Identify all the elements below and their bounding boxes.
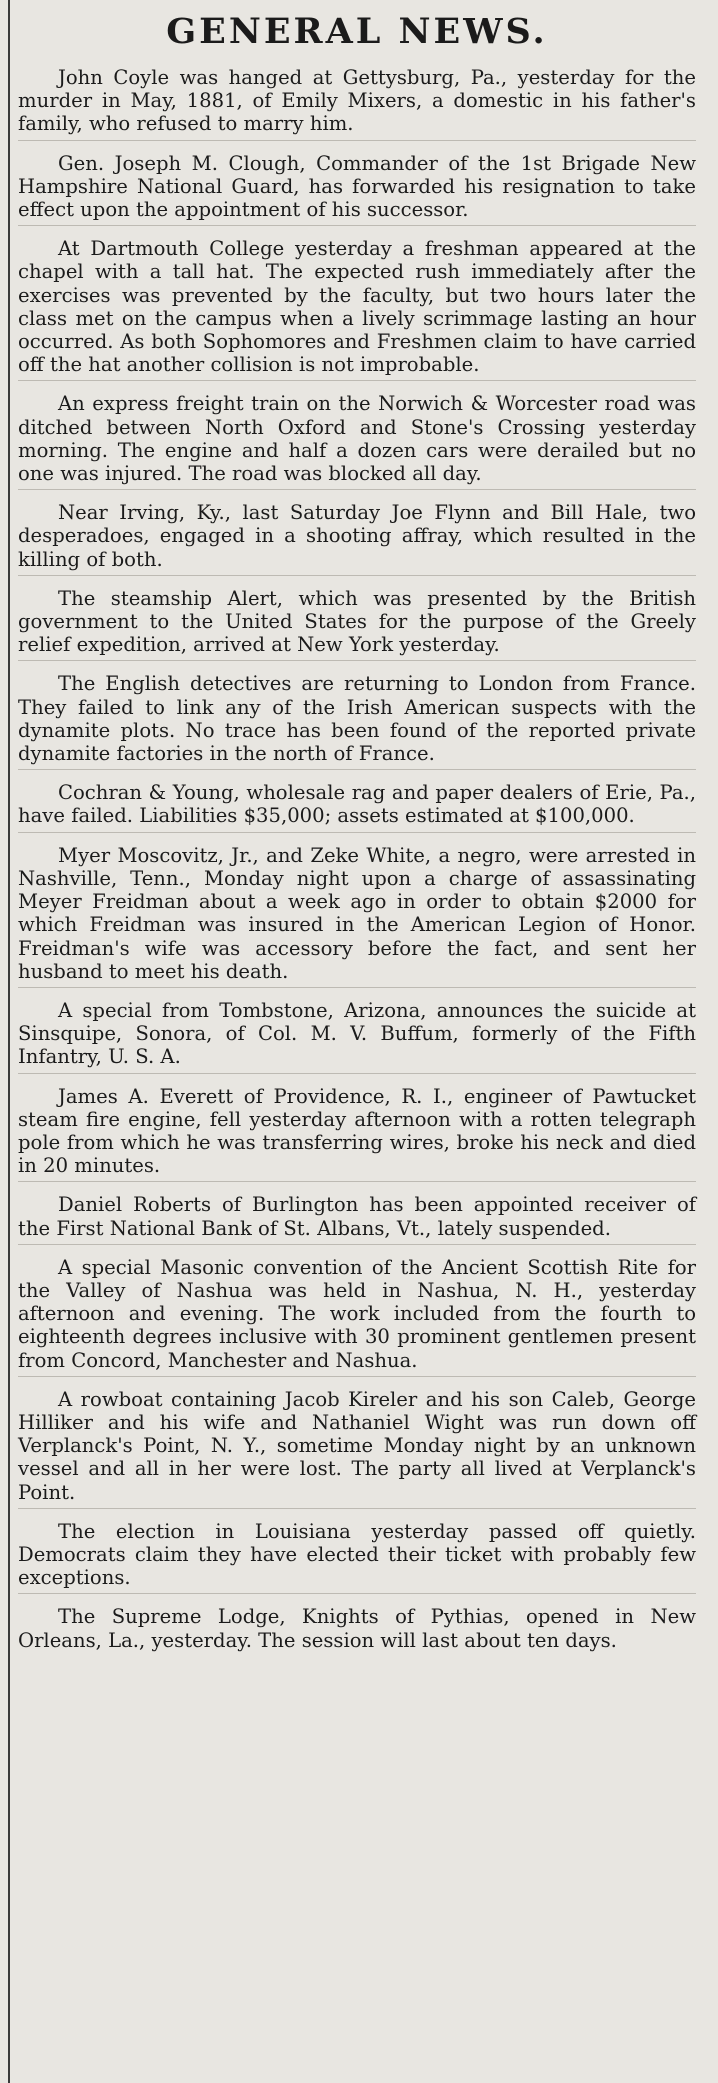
news-item: James A. Everett of Providence, R. I., engineer of Pawtucket steam fire engine, fell yesterday afternoon with a rotten telegraph pole from which he was transferring wires, broke his neck and died in 20 minutes. bbox=[18, 1085, 696, 1183]
news-item: A rowboat containing Jacob Kireler and his son Caleb, George Hilliker and his wife and Nathaniel Wight was run down off Verplanck's Point, N. Y., sometime Monday night by an unknown vessel and all in her were lost. The party all lived at Verplanck's Point. bbox=[18, 1388, 696, 1509]
news-item: Daniel Roberts of Burlington has been appointed receiver of the First National Bank of St. Albans, Vt., lately suspended. bbox=[18, 1193, 696, 1244]
news-item: The election in Louisiana yesterday passed off quietly. Democrats claim they have elected their ticket with probably few exceptions. bbox=[18, 1520, 696, 1595]
news-item: Gen. Joseph M. Clough, Commander of the 1st Brigade New Hampshire National Guard, has forwarded his resignation to take effect upon the appointment of his successor. bbox=[18, 152, 696, 227]
section-headline: GENERAL NEWS. bbox=[166, 11, 548, 52]
news-item: The Supreme Lodge, Knights of Pythias, opened in New Orleans, La., yesterday. The session will last about ten days. bbox=[18, 1605, 696, 1652]
news-item: The steamship Alert, which was presented by the British government to the United States for the purpose of the Greely relief expedition, arrived at New York yesterday. bbox=[18, 587, 696, 662]
news-item: An express freight train on the Norwich & Worcester road was ditched between North Oxford and Stone's Crossing yesterday morning. The engine and half a dozen cars were derailed but no one was injured. The road was blocked all day. bbox=[18, 392, 696, 490]
news-item: Myer Moscovitz, Jr., and Zeke White, a negro, were arrested in Nashville, Tenn., Monday night upon a charge of assassinating Meyer Freidman about a week ago in order to obtain $2000 for which Freidman was insured in the American Legion of Honor. Freidman's wife was accessory before the fact, and sent her husband to meet his death. bbox=[18, 844, 696, 988]
news-item: At Dartmouth College yesterday a freshman appeared at the chapel with a tall hat. The expected rush immediately after the exercises was prevented by the faculty, but two hours later the class met on the campus when a lively scrimmage lasting an hour occurred. As both Sophomores and Freshmen claim to have carried off the hat another collision is not improbable. bbox=[18, 237, 696, 381]
news-item: A special from Tombstone, Arizona, announces the suicide at Sinsquipe, Sonora, of Col. M. V. Buffum, formerly of the Fifth Infantry, U. S. A. bbox=[18, 999, 696, 1074]
news-item: Near Irving, Ky., last Saturday Joe Flynn and Bill Hale, two desperadoes, engaged in a shooting affray, which resulted in the killing of both. bbox=[18, 501, 696, 576]
column-rule bbox=[8, 0, 10, 2083]
news-item: A special Masonic convention of the Ancient Scottish Rite for the Valley of Nashua was held in Nashua, N. H., yesterday afternoon and evening. The work included from the fourth to eighteenth degrees inclusive with 30 prominent gentlemen present from Concord, Manchester and Nashua. bbox=[18, 1256, 696, 1377]
news-item: John Coyle was hanged at Gettysburg, Pa., yesterday for the murder in May, 1881, of Emily Mixers, a domestic in his father's family, who refused to marry him. bbox=[18, 66, 696, 141]
news-item: Cochran & Young, wholesale rag and paper dealers of Erie, Pa., have failed. Liabilities $35,000; assets estimated at $100,000. bbox=[18, 781, 696, 832]
news-item: The English detectives are returning to London from France. They failed to link any of the Irish American suspects with the dynamite plots. No trace has been found of the reported private dynamite factories in the north of France. bbox=[18, 672, 696, 770]
